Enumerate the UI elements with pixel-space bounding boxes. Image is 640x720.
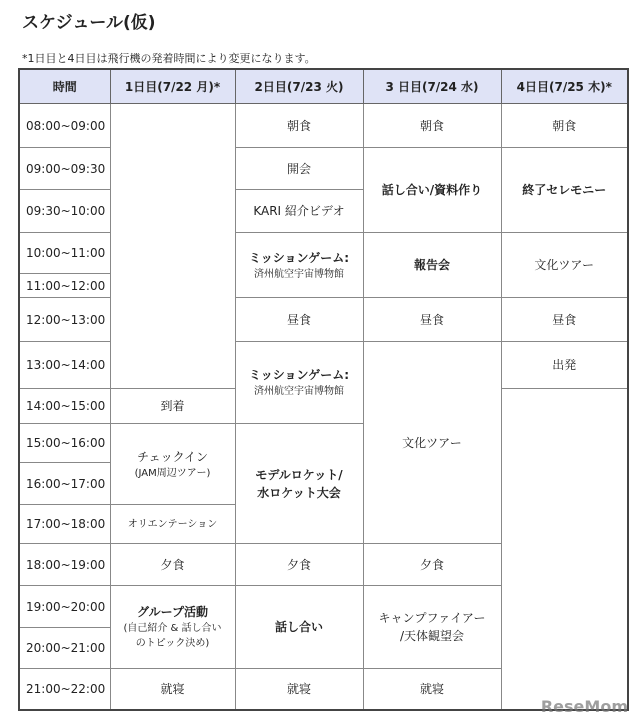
day3-camp: [363, 586, 501, 669]
day2-breakfast: 朝食: [235, 104, 363, 148]
schedule-note: *1日目と4日目は飛行機の発着時間により変更になります。: [22, 52, 316, 65]
time-cell: 11:00~12:00: [19, 274, 110, 298]
time-cell: 21:00~22:00: [19, 669, 110, 710]
day3-lunch: 昼食: [363, 298, 501, 342]
day2-opening: 開会: [235, 148, 363, 190]
header-day3: 3 日目(7/24 水): [363, 69, 501, 104]
watermark-logo: ReseMom: [540, 697, 628, 716]
header-row: [19, 69, 628, 104]
mission-location: 済州航空宇宙博物館: [254, 386, 344, 397]
day3-report: 報告会: [363, 233, 501, 298]
day2-discussion: 話し合い: [235, 586, 363, 669]
day3-sleep: 就寝: [363, 669, 501, 710]
day1-empty-cell: [110, 104, 235, 389]
mission-title: ミッションゲーム:: [248, 368, 350, 382]
day3-discussion: 話し合い/資料作り: [363, 148, 501, 233]
day1-arrival: 到着: [110, 389, 235, 424]
day2-video: KARI 紹介ビデオ: [235, 190, 363, 233]
page-title: スケジュール(仮): [22, 13, 156, 33]
day3-dinner: 夕食: [363, 544, 501, 586]
day1-sleep: 就寝: [110, 669, 235, 710]
day2-lunch: 昼食: [235, 298, 363, 342]
day4-tour: 文化ツアー: [501, 233, 628, 298]
time-cell: 10:00~11:00: [19, 233, 110, 274]
day4-ceremony: 終了セレモニー: [501, 148, 628, 233]
time-cell: 19:00~20:00: [19, 586, 110, 628]
time-cell: 16:00~17:00: [19, 463, 110, 505]
time-cell: 14:00~15:00: [19, 389, 110, 424]
header-time: 時間: [19, 69, 110, 104]
time-cell: 17:00~18:00: [19, 505, 110, 544]
day2-rocket: [235, 424, 363, 544]
table-row: [19, 104, 628, 148]
schedule-table: [18, 68, 629, 711]
checkin-title: チェックイン: [136, 449, 209, 464]
time-cell: 18:00~19:00: [19, 544, 110, 586]
day4-breakfast: 朝食: [501, 104, 628, 148]
day2-mission-game: [235, 233, 363, 298]
day3-tour: 文化ツアー: [363, 342, 501, 544]
day2-mission-game-2: [235, 342, 363, 424]
group-title: グループ活動: [136, 605, 209, 619]
mission-title: ミッションゲーム:: [248, 250, 350, 265]
header-day1: 1日目(7/22 月)*: [110, 69, 235, 104]
day1-dinner: 夕食: [110, 544, 235, 586]
day1-group: [110, 586, 235, 669]
time-cell: 09:30~10:00: [19, 190, 110, 233]
time-cell: 13:00~14:00: [19, 342, 110, 389]
camp-line1: キャンプファイアー: [378, 611, 486, 625]
day2-sleep: 就寝: [235, 669, 363, 710]
day4-empty-cell: [501, 389, 628, 710]
time-cell: 15:00~16:00: [19, 424, 110, 463]
camp-line2: /天体観望会: [399, 629, 465, 643]
header-day4: 4日目(7/25 木)*: [501, 69, 628, 104]
time-cell: 08:00~09:00: [19, 104, 110, 148]
day4-departure: 出発: [501, 342, 628, 389]
time-cell: 20:00~21:00: [19, 628, 110, 669]
day1-orientation: オリエンテーション: [110, 505, 235, 544]
rocket-line1: モデルロケット/: [255, 467, 343, 482]
rocket-line2: 水ロケット大会: [257, 485, 341, 500]
group-sub1: (自己紹介 & 話し合い: [123, 623, 222, 634]
checkin-sub: (JAM周辺ツアー): [134, 467, 211, 479]
header-day2: 2日目(7/23 火): [235, 69, 363, 104]
time-cell: 09:00~09:30: [19, 148, 110, 190]
day2-dinner: 夕食: [235, 544, 363, 586]
day3-breakfast: 朝食: [363, 104, 501, 148]
day4-lunch: 昼食: [501, 298, 628, 342]
mission-location: 済州航空宇宙博物館: [254, 268, 344, 280]
time-cell: 12:00~13:00: [19, 298, 110, 342]
day1-checkin: [110, 424, 235, 505]
group-sub2: のトピック決め): [135, 638, 210, 649]
